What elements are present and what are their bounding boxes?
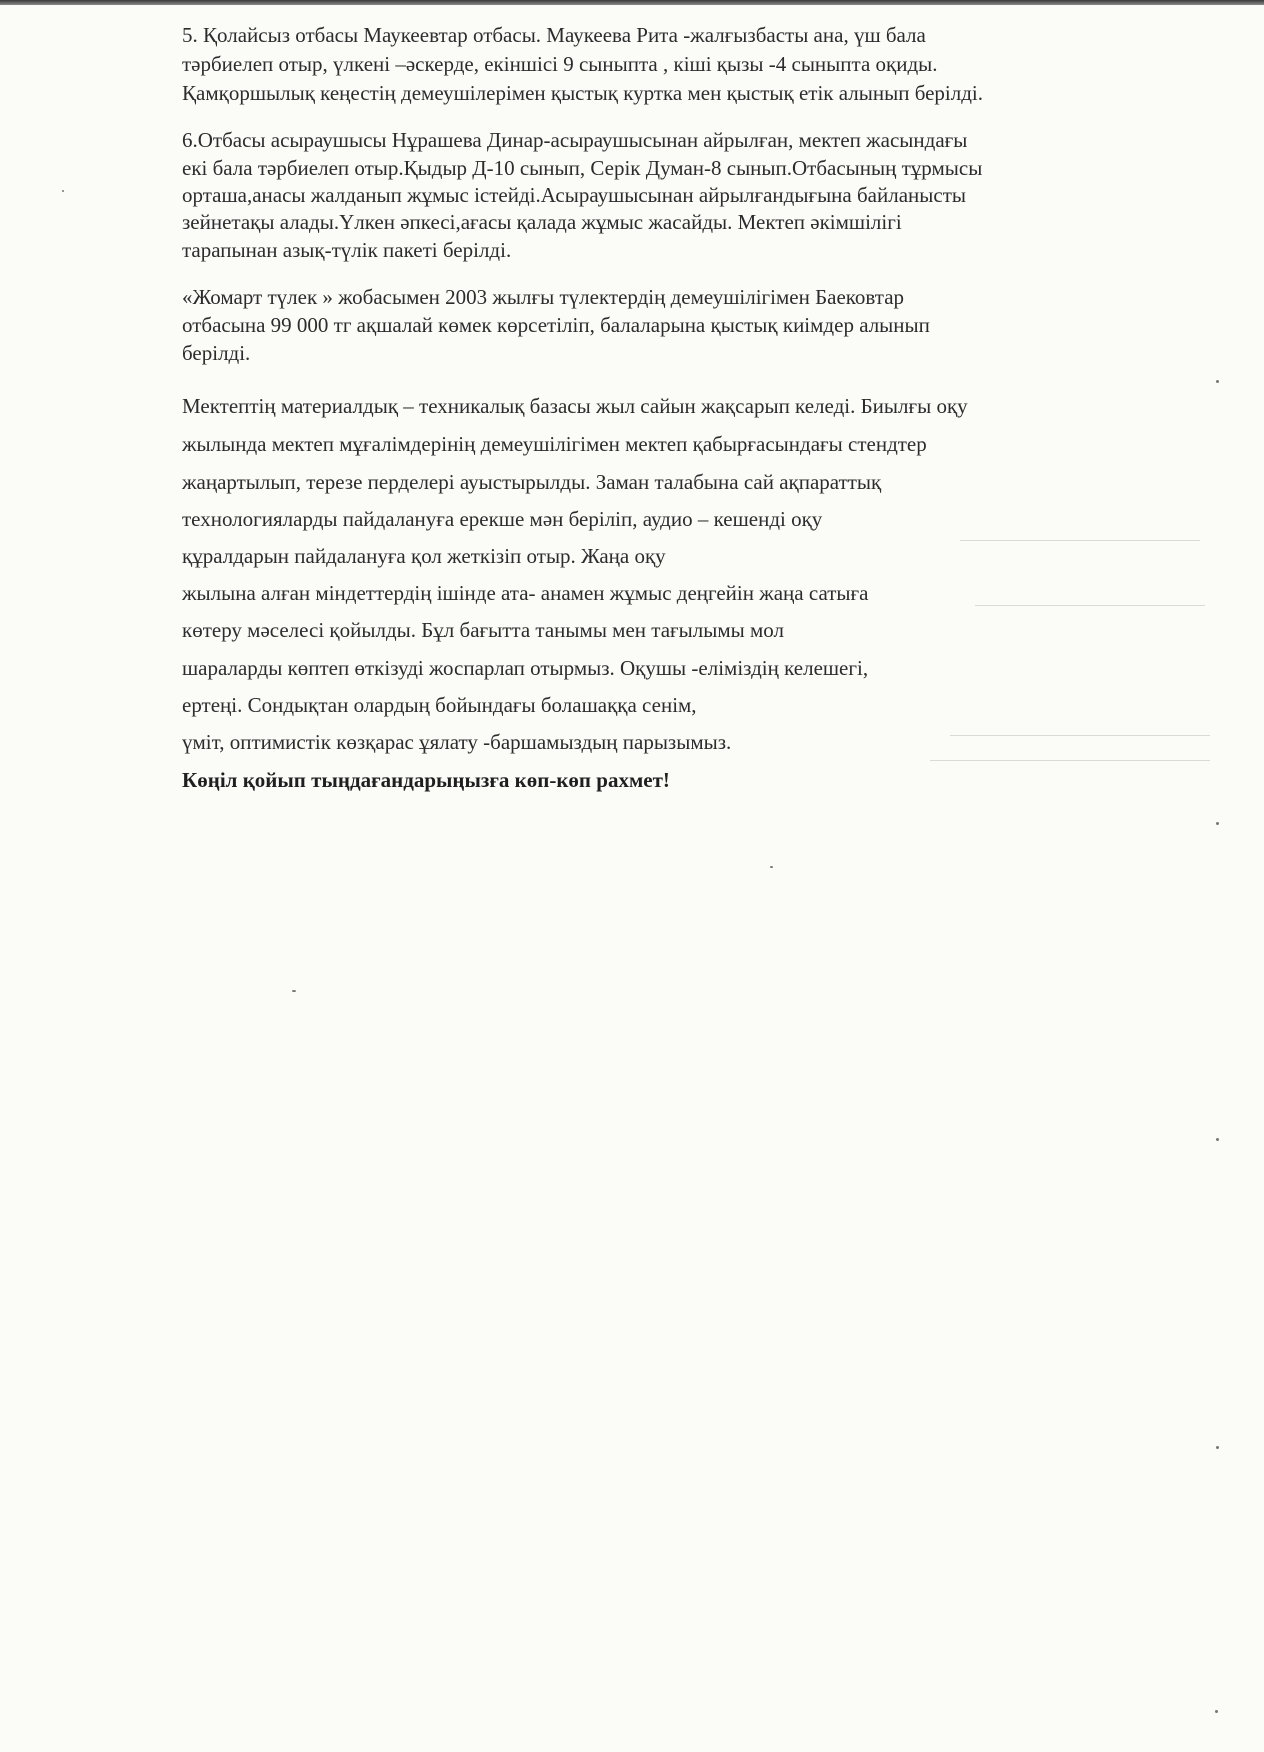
bleed-through-line	[930, 760, 1210, 761]
paragraph-material-line-10: үміт, оптимистік көзқарас ұялату -баршамыздың парызымыз.	[182, 730, 732, 754]
paragraph-material-line-1: Мектептің материалдық – техникалық базасы жыл сайын жақсарып келеді. Биылғы оқу	[182, 394, 968, 418]
closing-thanks: Көңіл қойып тыңдағандарыңызға көп-көп рахмет!	[182, 768, 670, 792]
scan-speck	[1216, 1138, 1219, 1141]
paragraph-5-line-1: 5. Қолайсыз отбасы Маукеевтар отбасы. Маукеева Рита -жалғызбасты ана, үш бала	[182, 23, 926, 47]
bleed-through-line	[975, 605, 1205, 606]
paragraph-material-line-8: шараларды көптеп өткізуді жоспарлап отырмыз. Оқушы -еліміздің келешегі,	[182, 656, 869, 680]
paragraph-6-line-5: тарапынан азық-түлік пакеті берілді.	[182, 238, 512, 262]
paragraph-6-line-4: зейнетақы алады.Үлкен әпкесі,ағасы қалада жұмыс жасайды. Мектеп әкімшілігі	[182, 210, 902, 234]
paragraph-6-line-2: екі бала тәрбиелеп отыр.Қыдыр Д-10 сынып, Серік Думан-8 сынып.Отбасының тұрмысы	[182, 156, 983, 180]
paragraph-material-line-6: жылына алған міндеттердің ішінде ата- анамен жұмыс деңгейін жаңа сатыға	[182, 581, 869, 605]
bleed-through-line	[960, 540, 1200, 541]
scan-speck	[62, 190, 64, 192]
scan-speck	[1215, 1710, 1218, 1713]
bleed-through-line	[950, 735, 1210, 736]
paragraph-material-line-4: технологияларды пайдалануға ерекше мән беріліп, аудио – кешенді оқу	[182, 507, 823, 531]
scan-speck	[770, 866, 773, 868]
paragraph-material-line-7: көтеру мәселесі қойылды. Бұл бағытта танымы мен тағылымы мол	[182, 618, 784, 642]
scan-speck	[1216, 1446, 1219, 1449]
paragraph-5-line-3: Қамқоршылық кеңестің демеушілерімен қыстық куртка мен қыстық етік алынып берілді.	[182, 81, 984, 105]
scan-speck	[1216, 380, 1219, 383]
paragraph-material-line-5: құралдарын пайдалануға қол жеткізіп отыр. Жаңа оқу	[182, 544, 666, 568]
paragraph-zhomart-line-2: отбасына 99 000 тг ақшалай көмек көрсетіліп, балаларына қыстық киімдер алынып	[182, 313, 930, 337]
paragraph-6-line-3: орташа,анасы жалданып жұмыс істейді.Асыраушысынан айрылғандығына байланысты	[182, 183, 966, 207]
paragraph-zhomart-line-3: берілді.	[182, 341, 251, 365]
paragraph-6-line-1: 6.Отбасы асыраушысы Нұрашева Динар-асыраушысынан айрылған, мектеп жасындағы	[182, 128, 968, 152]
paragraph-zhomart-line-1: «Жомарт түлек » жобасымен 2003 жылғы түлектердің демеушілігімен Баековтар	[182, 285, 905, 309]
paragraph-5-line-2: тәрбиелеп отыр, үлкені –әскерде, екіншісі 9 сыныпта , кіші қызы -4 сыныпта оқиды.	[182, 52, 938, 76]
paragraph-material-line-3: жаңартылып, терезе перделері ауыстырылды. Заман талабына сай ақпараттық	[182, 470, 882, 494]
scan-speck	[1216, 822, 1219, 825]
paragraph-material-line-2: жылында мектеп мұғалімдерінің демеушілігімен мектеп қабырғасындағы стендтер	[182, 432, 927, 456]
paragraph-material-line-9: ертеңі. Сондықтан олардың бойындағы болашаққа сенім,	[182, 693, 697, 717]
scan-speck	[292, 990, 296, 992]
